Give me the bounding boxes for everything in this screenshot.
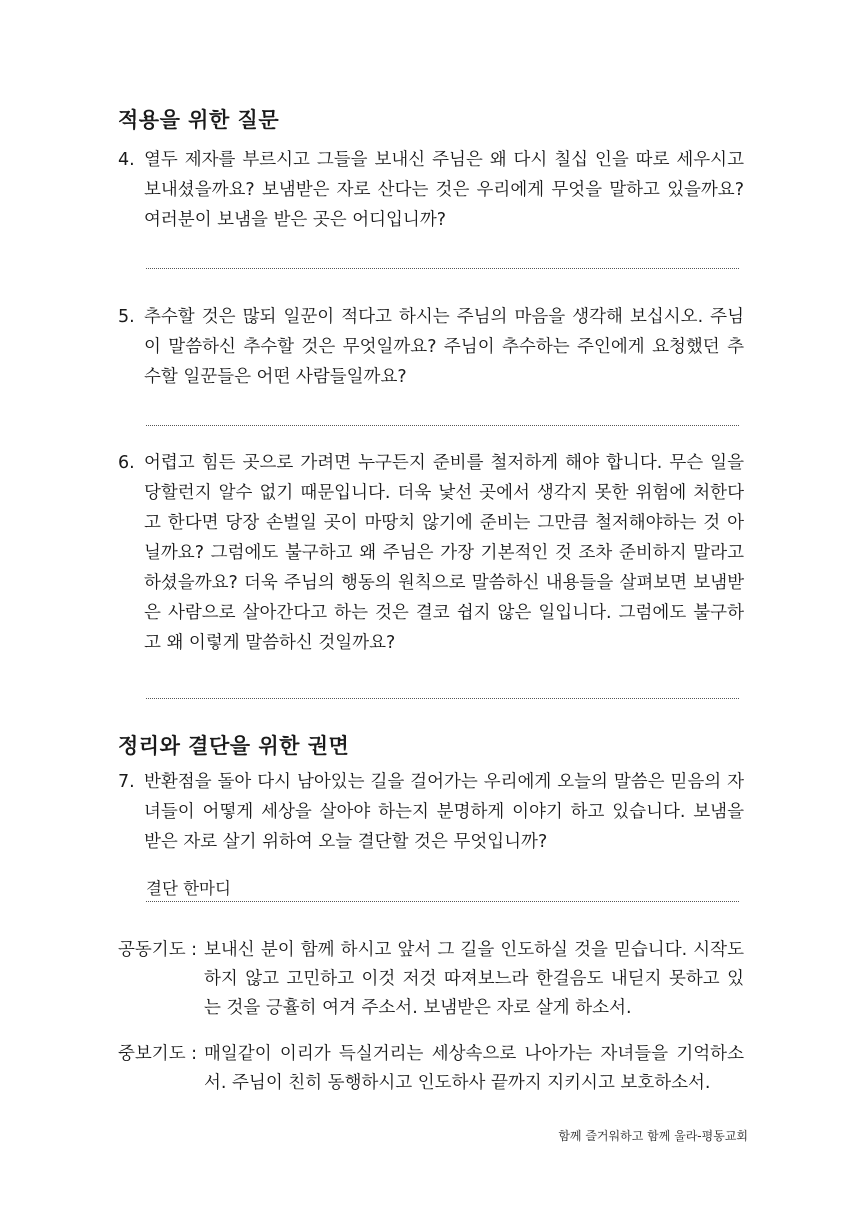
question-number: 6. [118,453,135,473]
footer-motto: 함께 즐거워하고 함께 울라-평동교회 [558,1129,748,1143]
question-number: 5. [118,307,135,327]
question-6 [118,448,744,658]
answer-line [146,425,739,426]
answer-line [146,698,739,699]
answer-line [146,268,739,269]
prayer-text: 매일같이 이리가 득실거리는 세상속으로 나아가는 자녀들을 기억하소서. 주님이 친히 동행하시고 인도하사 끝까지 지키시고 보호하소서. [204,1044,744,1093]
section-title-decision: 정리와 결단을 위한 권면 [118,734,350,758]
section-title-application: 적용을 위한 질문 [118,108,280,132]
question-number: 7. [118,772,135,792]
prayer-label: 중보기도 : [118,1044,198,1064]
question-number: 4. [118,150,135,170]
decision-note-field: 결단 한마디 [146,875,739,902]
prayer-text: 보내신 분이 함께 하시고 앞서 그 길을 인도하실 것을 믿습니다. 시작도 하지 않고 고민하고 이것 저것 따져보느라 한걸음도 내딛지 못하고 있는 것을 긍휼히 여겨 주소서. 보냄받은 자로 살게 하소서. [204,940,744,1018]
question-text: 어렵고 힘든 곳으로 가려면 누구든지 준비를 철저하게 해야 합니다. 무슨 일을 당할런지 알수 없기 때문입니다. 더욱 낯선 곳에서 생각지 못한 위험에 처한다고 한다면 당장 손벌일 곳이 마땅치 않기에 준비는 그만큼 철저해야하는 것 아닐까요? 그럼에도 불구하고 왜 주님은 가장 기본적인 것 조차 준비하지 말라고 하셨을까요? 더욱 주님의 행동의 원칙으로 말씀하신 내용들을 살펴보면 보냄받은 사람으로 살아간다고 하는 것은 결코 쉽지 않은 일입니다. 그럼에도 불구하고 왜 이렇게 말씀하신 것일까요? [144,453,744,653]
question-7 [118,767,744,857]
question-4 [118,145,744,235]
question-text: 추수할 것은 많되 일꾼이 적다고 하시는 주님의 마음을 생각해 보십시오. 주님이 말씀하신 추수할 것은 무엇일까요? 주님이 추수하는 주인에게 요청했던 추수할 일꾼들은 어떤 사람들일까요? [144,307,744,387]
question-text: 반환점을 돌아 다시 남아있는 길을 걸어가는 우리에게 오늘의 말씀은 믿음의 자녀들이 어떻게 세상을 살아야 하는지 분명하게 이야기 하고 있습니다. 보냄을 받은 자로 살기 위하여 오늘 결단할 것은 무엇입니까? [144,772,744,852]
prayer-common [118,936,744,1023]
question-5 [118,302,744,392]
question-text: 열두 제자를 부르시고 그들을 보내신 주님은 왜 다시 칠십 인을 따로 세우시고 보내셨을까요? 보냄받은 자로 산다는 것은 우리에게 무엇을 말하고 있을까요? 여러분이 보냄을 받은 곳은 어디입니까? [144,150,744,230]
prayer-label: 공동기도 : [118,940,198,960]
prayer-intercession [118,1040,744,1098]
